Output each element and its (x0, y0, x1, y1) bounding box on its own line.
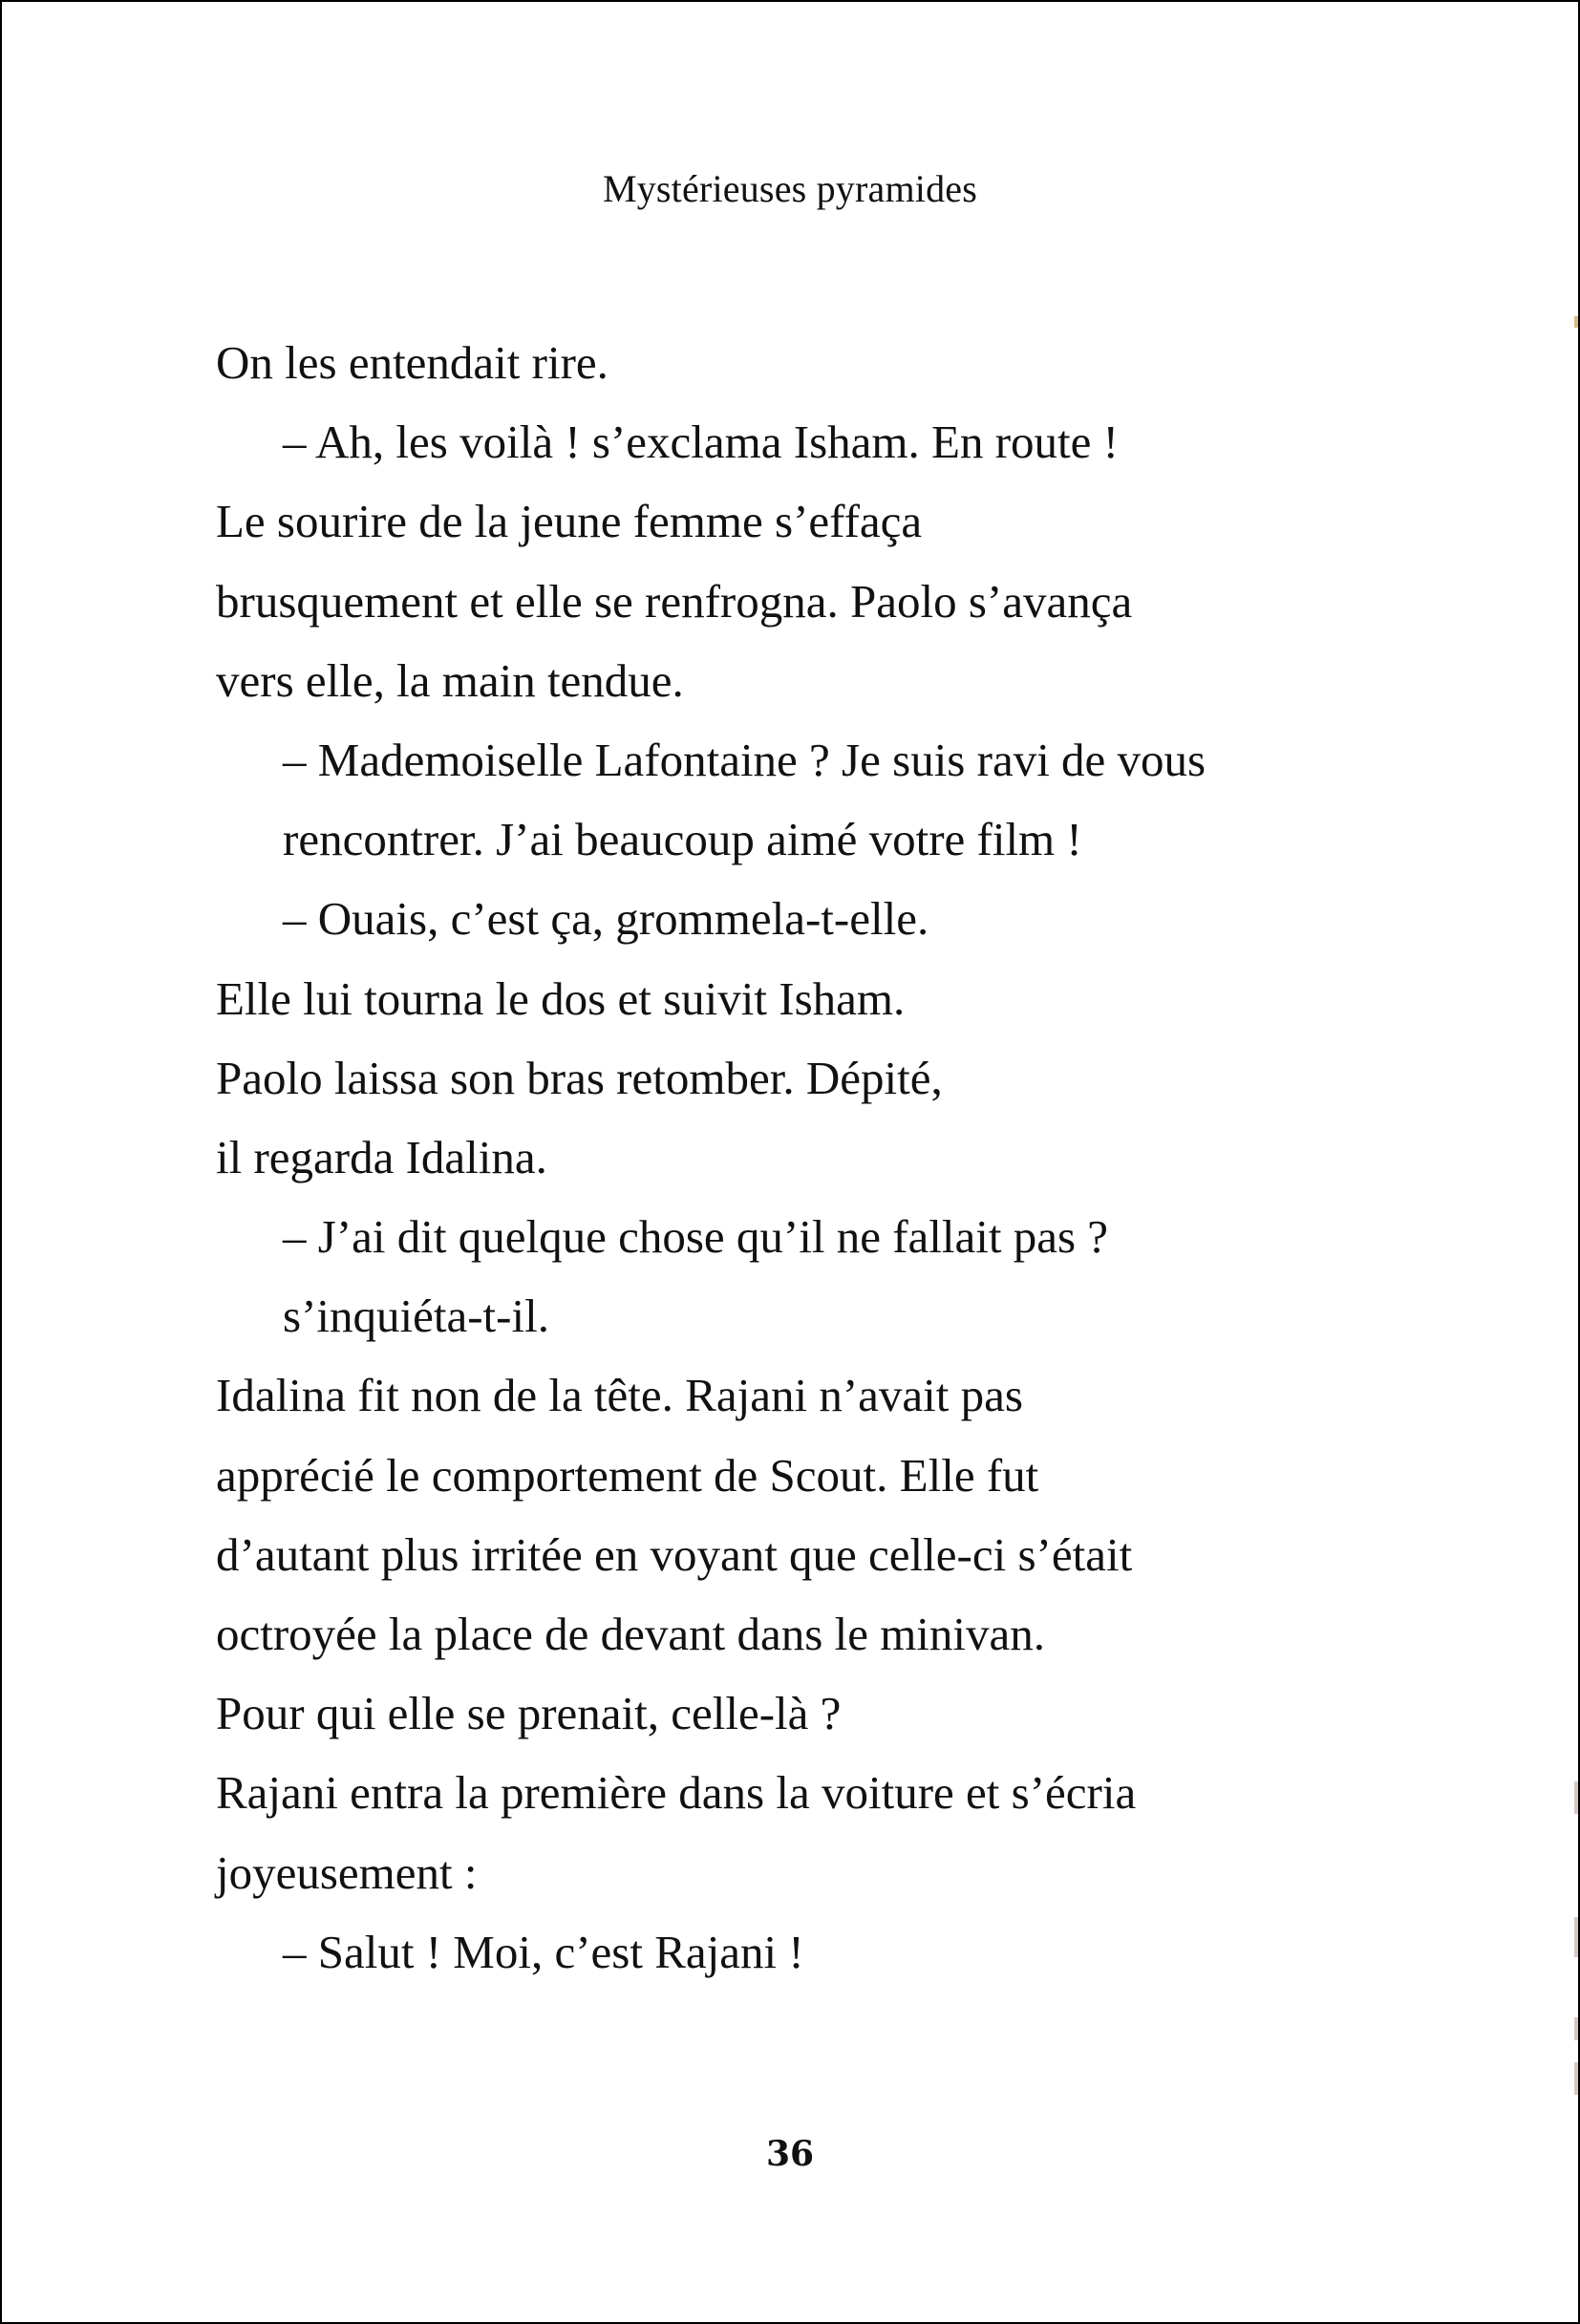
running-header: Mystérieuses pyramides (602, 167, 978, 210)
edge-mark (1574, 1781, 1578, 1814)
text-line: – Ouais, c’est ça, grommela-t-elle. (283, 892, 929, 946)
text-line: On les entendait rire. (216, 336, 609, 389)
text-line: brusquement et elle se renfrogna. Paolo s’avança (216, 574, 1133, 628)
edge-mark (1574, 2062, 1578, 2095)
edge-mark (1574, 316, 1578, 328)
text-line: – J’ai dit quelque chose qu’il ne fallait pas ? (283, 1210, 1109, 1264)
text-line: vers elle, la main tendue. (216, 653, 684, 707)
text-line: d’autant plus irritée en voyant que celle-ci s’était (216, 1527, 1133, 1581)
text-line: s’inquiéta-t-il. (283, 1290, 549, 1343)
body-text (216, 323, 1362, 1992)
text-line: Idalina fit non de la tête. Rajani n’avait pas (216, 1369, 1023, 1422)
page-number: 36 (765, 2134, 815, 2174)
text-line: Paolo laissa son bras retomber. Dépité, (216, 1051, 943, 1104)
text-line: Rajani entra la première dans la voiture et s’écria (216, 1766, 1137, 1820)
text-line: Pour qui elle se prenait, celle-là ? (216, 1687, 842, 1740)
edge-mark (1574, 1917, 1578, 1957)
text-line: il regarda Idalina. (216, 1130, 547, 1183)
text-line: – Salut ! Moi, c’est Rajani ! (283, 1925, 804, 1978)
text-line: rencontrer. J’ai beaucoup aimé votre film ! (283, 813, 1082, 866)
edge-mark (1574, 2017, 1578, 2040)
text-line: – Ah, les voilà ! s’exclama Isham. En route ! (283, 416, 1119, 469)
text-line: apprécié le comportement de Scout. Elle fut (216, 1448, 1039, 1502)
text-line: Elle lui tourna le dos et suivit Isham. (216, 971, 906, 1025)
text-line: octroyée la place de devant dans le minivan. (216, 1608, 1046, 1660)
text-line: – Mademoiselle Lafontaine ? Je suis ravi de vous (283, 733, 1206, 786)
text-line: joyeusement : (216, 1845, 478, 1899)
text-line: Le sourire de la jeune femme s’effaça (216, 495, 923, 548)
